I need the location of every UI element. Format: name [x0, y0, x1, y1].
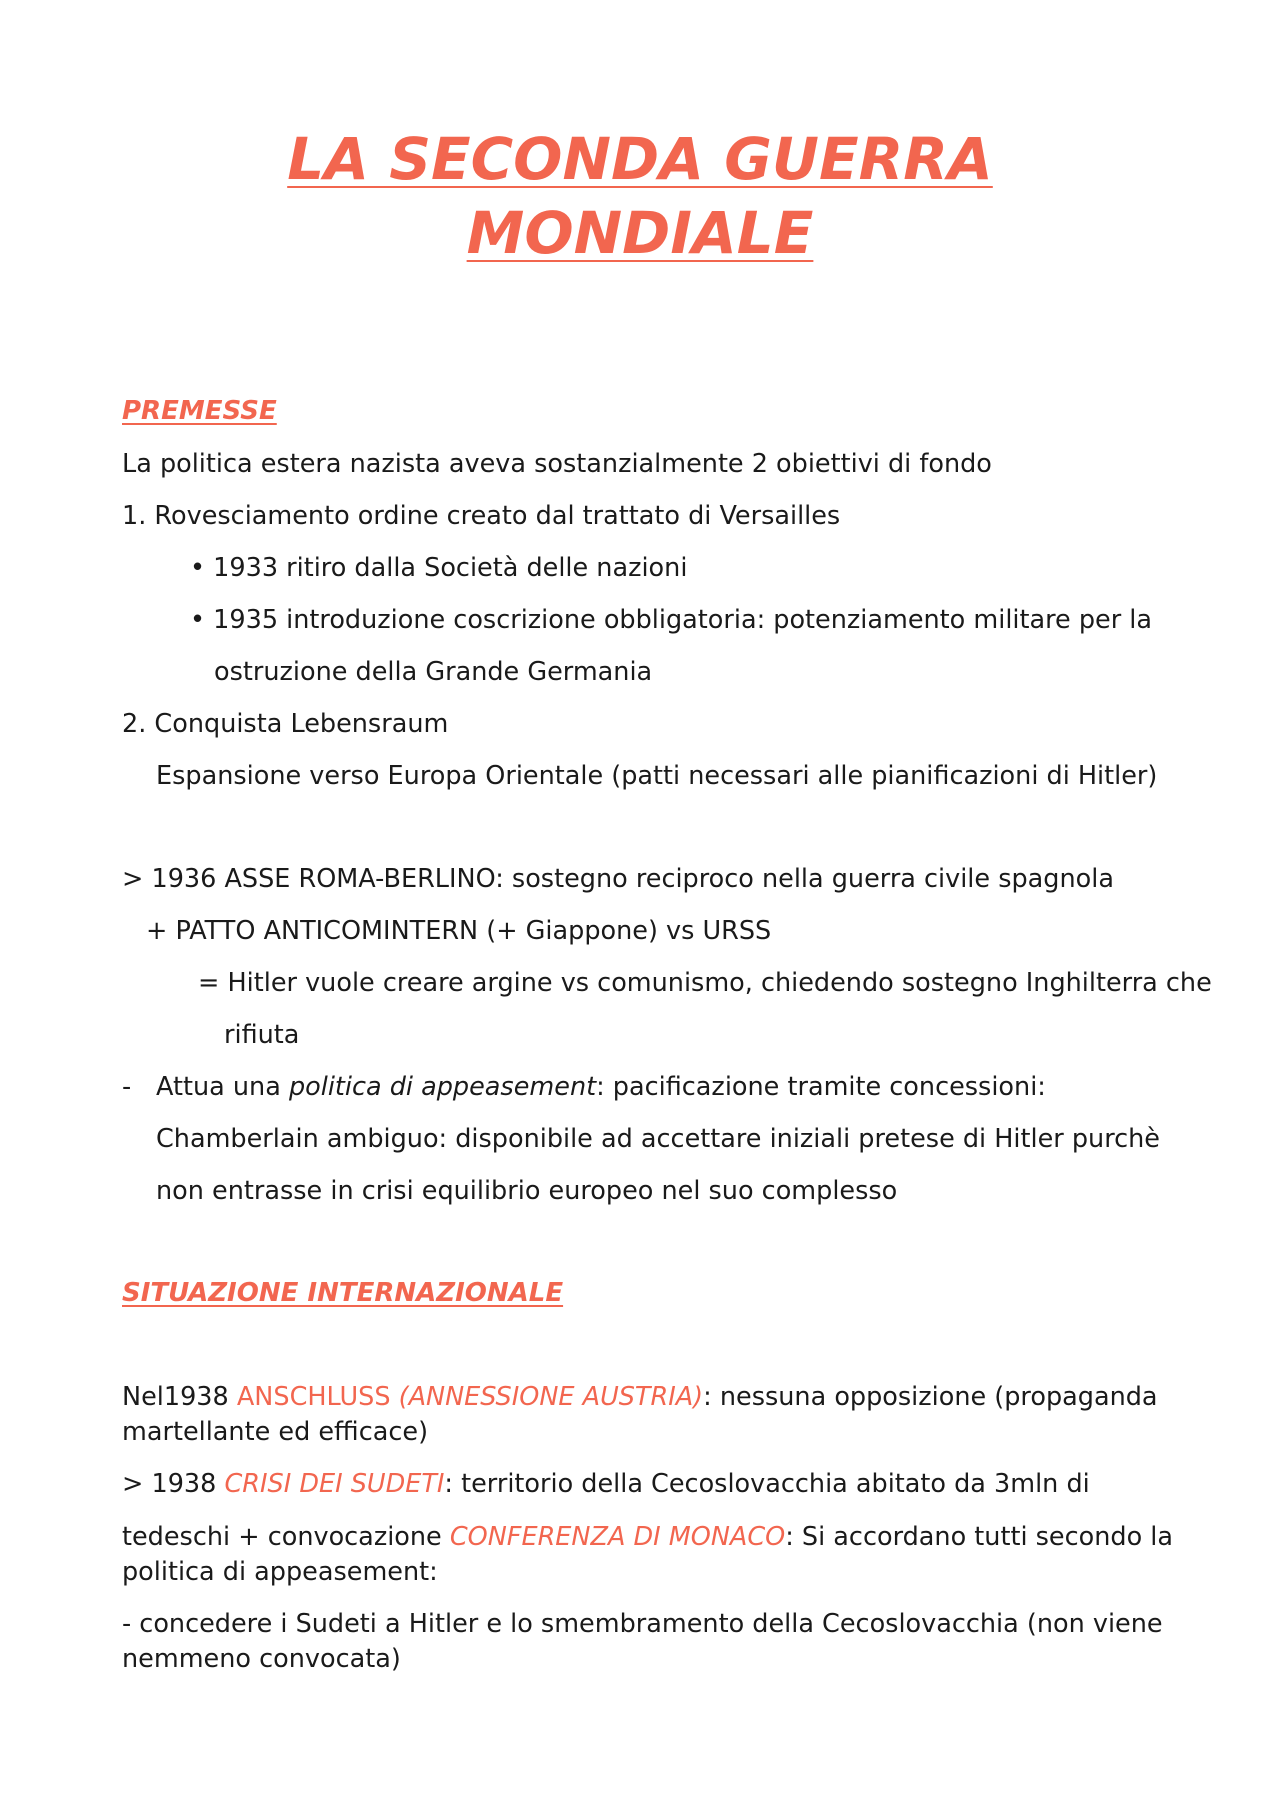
- sudeti-post: : territorio della Cecoslovacchia abitato da 3mln di: [444, 1469, 1090, 1499]
- anschluss-cont: martellante ed efficace): [122, 1417, 429, 1447]
- anschluss-line: [122, 1380, 1158, 1414]
- attua-pre: Attua una: [156, 1072, 289, 1102]
- title-line-1: LA SECONDA GUERRA: [287, 125, 993, 193]
- hitler-argine: = Hitler vuole creare argine vs comunismo, chiedendo sostegno Inghilterra che: [198, 968, 1212, 998]
- asse-roma-berlino: > 1936 ASSE ROMA-BERLINO: sostegno reciproco nella guerra civile spagnola: [122, 864, 1114, 894]
- sudeti-pre: > 1938: [122, 1469, 225, 1499]
- sudeti-line: [122, 1467, 1090, 1501]
- anschluss-annessione: (ANNESSIONE AUSTRIA): [398, 1382, 704, 1412]
- anschluss-post: : nessuna opposizione (propaganda: [703, 1382, 1158, 1412]
- conferenza-cont: politica di appeasement:: [122, 1557, 438, 1587]
- concedere-line: - concedere i Sudeti a Hitler e lo smembramento della Cecoslovacchia (non viene: [122, 1609, 1163, 1639]
- title-line-2: MONDIALE: [466, 199, 814, 267]
- premesse-item-2: 2. Conquista Lebensraum: [122, 709, 449, 739]
- premesse-item-2-detail: Espansione verso Europa Orientale (patti necessari alle pianificazioni di Hitler): [156, 761, 1158, 791]
- premesse-bullet-2-cont: ostruzione della Grande Germania: [214, 657, 653, 687]
- section-heading-premesse: PREMESSE: [122, 396, 277, 426]
- premesse-bullet-2: • 1935 introduzione coscrizione obbligatoria: potenziamento militare per la: [190, 605, 1153, 635]
- page-title: [0, 122, 1280, 270]
- anschluss-pre: Nel1938: [122, 1382, 237, 1412]
- concedere-cont: nemmeno convocata): [122, 1644, 401, 1674]
- hitler-argine-cont: rifiuta: [224, 1020, 300, 1050]
- attua-appeasement: [156, 1070, 1046, 1104]
- premesse-bullet-1: • 1933 ritiro dalla Società delle nazioni: [190, 553, 688, 583]
- premesse-intro: La politica estera nazista aveva sostanzialmente 2 obiettivi di fondo: [122, 449, 992, 479]
- chamberlain-line-2: non entrasse in crisi equilibrio europeo nel suo complesso: [156, 1176, 898, 1206]
- anschluss-highlight: ANSCHLUSS: [236, 1382, 399, 1412]
- conf-post: : Si accordano tutti secondo la: [785, 1522, 1174, 1552]
- premesse-item-1: 1. Rovesciamento ordine creato dal trattato di Versailles: [122, 501, 841, 531]
- patto-anticomintern: + PATTO ANTICOMINTERN (+ Giappone) vs URSS: [146, 916, 772, 946]
- attua-post: : pacificazione tramite concessioni:: [596, 1072, 1046, 1102]
- conf-pre: tedeschi + convocazione: [122, 1522, 450, 1552]
- sudeti-highlight: CRISI DEI SUDETI: [224, 1469, 445, 1499]
- dash-marker: -: [122, 1072, 132, 1102]
- section-heading-situazione: SITUAZIONE INTERNAZIONALE: [122, 1278, 564, 1308]
- attua-italic: politica di appeasement: [288, 1072, 597, 1102]
- conf-highlight: CONFERENZA DI MONACO: [449, 1522, 786, 1552]
- chamberlain-line-1: Chamberlain ambiguo: disponibile ad accettare iniziali pretese di Hitler purchè: [156, 1124, 1161, 1154]
- conferenza-line: [122, 1520, 1173, 1554]
